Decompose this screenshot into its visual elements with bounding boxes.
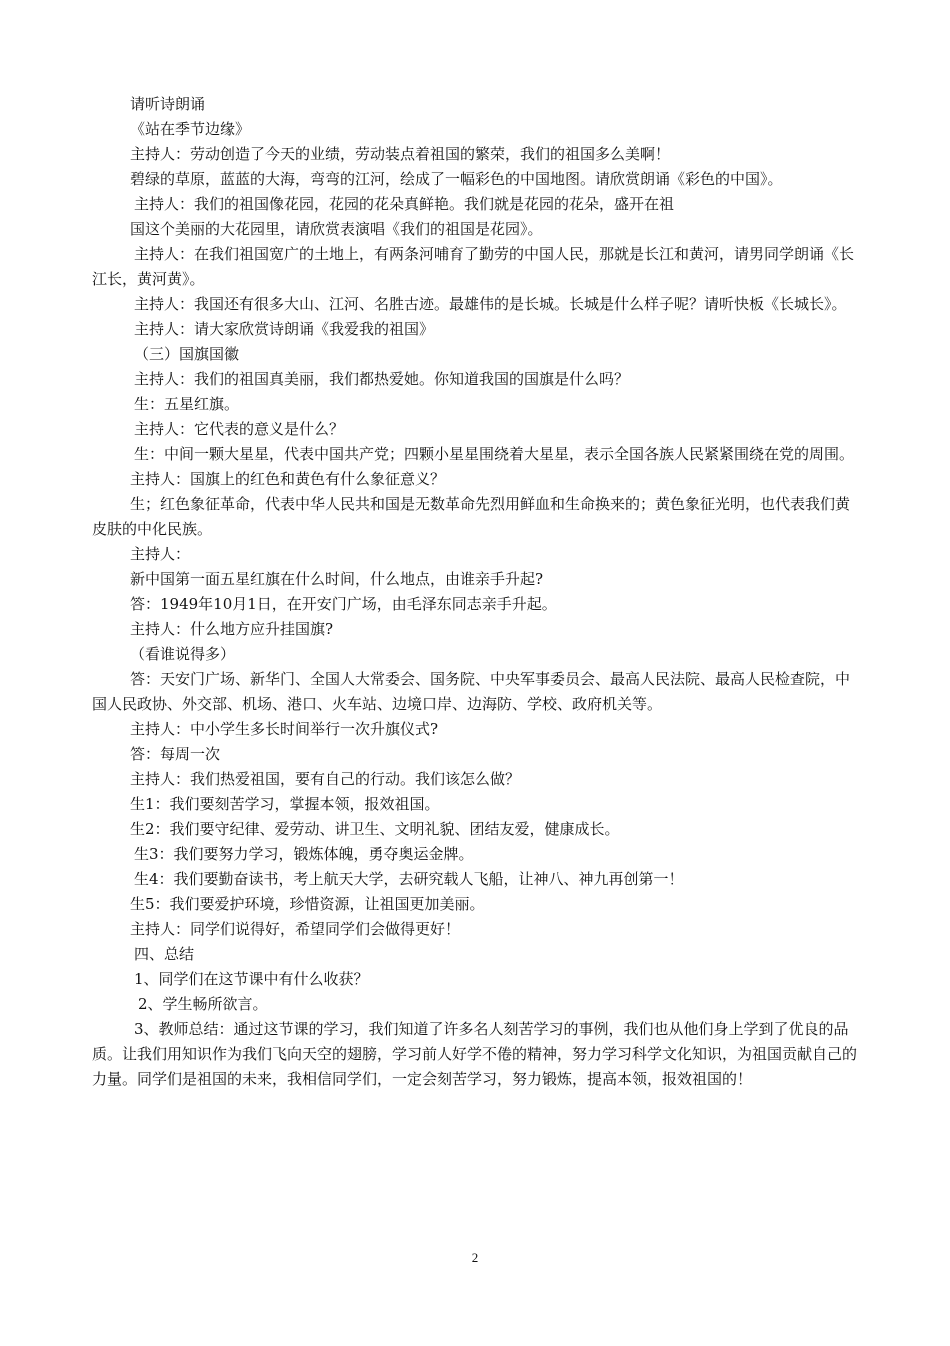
paragraph: 新中国第一面五星红旗在什么时间，什么地点，由谁亲手升起? bbox=[130, 570, 544, 588]
paragraph: 主持人：我们的祖国真美丽，我们都热爱她。你知道我国的国旗是什么吗？ bbox=[134, 370, 630, 388]
list-item: 3、教师总结：通过这节课的学习，我们知道了许多名人刻苦学习的事例，我们也从他们身上学到了优良的品质。让我们用知识作为我们飞向天空的翅膀，学习前人好学不倦的精神，努力学习科学文化知识，为祖国贡献自己的力量。同学们是祖国的未来，我相信同学们，一定会刻苦学习，努力锻炼，提高本领，报效祖国的！ bbox=[92, 1020, 858, 1088]
paragraph: 答：1949年10月1日，在开安门广场，由毛泽东同志亲手升起。 bbox=[130, 595, 557, 613]
paragraph: 生3：我们要努力学习，锻炼体魄，勇夺奥运金牌。 bbox=[134, 845, 474, 863]
paragraph: 生1：我们要刻苦学习，掌握本领，报效祖国。 bbox=[130, 795, 440, 813]
paragraph: 《站在季节边缘》 bbox=[130, 120, 251, 138]
document-body bbox=[92, 92, 864, 1092]
paragraph: 生4：我们要勤奋读书，考上航天大学，去研究载人飞船，让神八、神九再创第一！ bbox=[134, 870, 684, 888]
paragraph: 请听诗朗诵 bbox=[130, 95, 206, 113]
paragraph: 主持人：国旗上的红色和黄色有什么象征意义？ bbox=[130, 470, 446, 488]
paragraph: 生5：我们要爱护环境，珍惜资源，让祖国更加美丽。 bbox=[130, 895, 485, 913]
paragraph: 答：每周一次 bbox=[130, 745, 221, 763]
section-heading: 四、总结 bbox=[134, 945, 195, 963]
paragraph: 碧绿的草原，蓝蓝的大海，弯弯的江河，绘成了一幅彩色的中国地图。请欣赏朗诵《彩色的中国》。 bbox=[130, 170, 783, 188]
paragraph: 主持人：它代表的意义是什么？ bbox=[134, 420, 345, 438]
paragraph: 主持人：劳动创造了今天的业绩，劳动装点着祖国的繁荣，我们的祖国多么美啊！ bbox=[130, 145, 671, 163]
paragraph: 主持人：请大家欣赏诗朗诵《我爱我的祖国》 bbox=[134, 320, 435, 338]
list-item: 1、同学们在这节课中有什么收获？ bbox=[134, 970, 369, 988]
paragraph: 答：天安门广场、新华门、全国人大常委会、国务院、中央军事委员会、最高人民法院、最高人民检查院，中国人民政协、外交部、机场、港口、火车站、边境口岸、边海防、学校、政府机关等。 bbox=[92, 670, 851, 713]
paragraph: 主持人：中小学生多长时间举行一次升旗仪式? bbox=[130, 720, 439, 738]
paragraph: （看谁说得多） bbox=[130, 645, 236, 663]
paragraph: 主持人：同学们说得好，希望同学们会做得更好！ bbox=[130, 920, 461, 938]
paragraph: 主持人：在我们祖国宽广的土地上，有两条河哺育了勤劳的中国人民，那就是长江和黄河，请男同学朗诵《长江长，黄河黄》。 bbox=[92, 245, 855, 288]
page-number: 2 bbox=[471, 1250, 479, 1265]
paragraph: 生：中间一颗大星星，代表中国共产党；四颗小星星围绕着大星星，表示全国各族人民紧紧围绕在党的周围。 bbox=[134, 445, 855, 463]
paragraph: 主持人： bbox=[130, 545, 191, 563]
list-item: 2、学生畅所欲言。 bbox=[138, 995, 268, 1013]
paragraph: 国这个美丽的大花园里，请欣赏表演唱《我们的祖国是花园》。 bbox=[130, 220, 543, 238]
paragraph: 主持人：我们的祖国像花园，花园的花朵真鲜艳。我们就是花园的花朵，盛开在祖 bbox=[134, 195, 675, 213]
paragraph: 生：五星红旗。 bbox=[134, 395, 240, 413]
paragraph: 生；红色象征革命，代表中华人民共和国是无数革命先烈用鲜血和生命换来的；黄色象征光明，也代表我们黄皮肤的中化民族。 bbox=[92, 495, 851, 538]
paragraph: 生2：我们要守纪律、爱劳动、讲卫生、文明礼貌、团结友爱，健康成长。 bbox=[130, 820, 620, 838]
paragraph: 主持人：什么地方应升挂国旗? bbox=[130, 620, 334, 638]
paragraph: 主持人：我们热爱祖国，要有自己的行动。我们该怎么做？ bbox=[130, 770, 521, 788]
section-heading: （三）国旗国徽 bbox=[134, 345, 240, 363]
paragraph: 主持人：我国还有很多大山、江河、名胜古迹。最雄伟的是长城。长城是什么样子呢？请听快板《长城长》。 bbox=[134, 295, 847, 313]
